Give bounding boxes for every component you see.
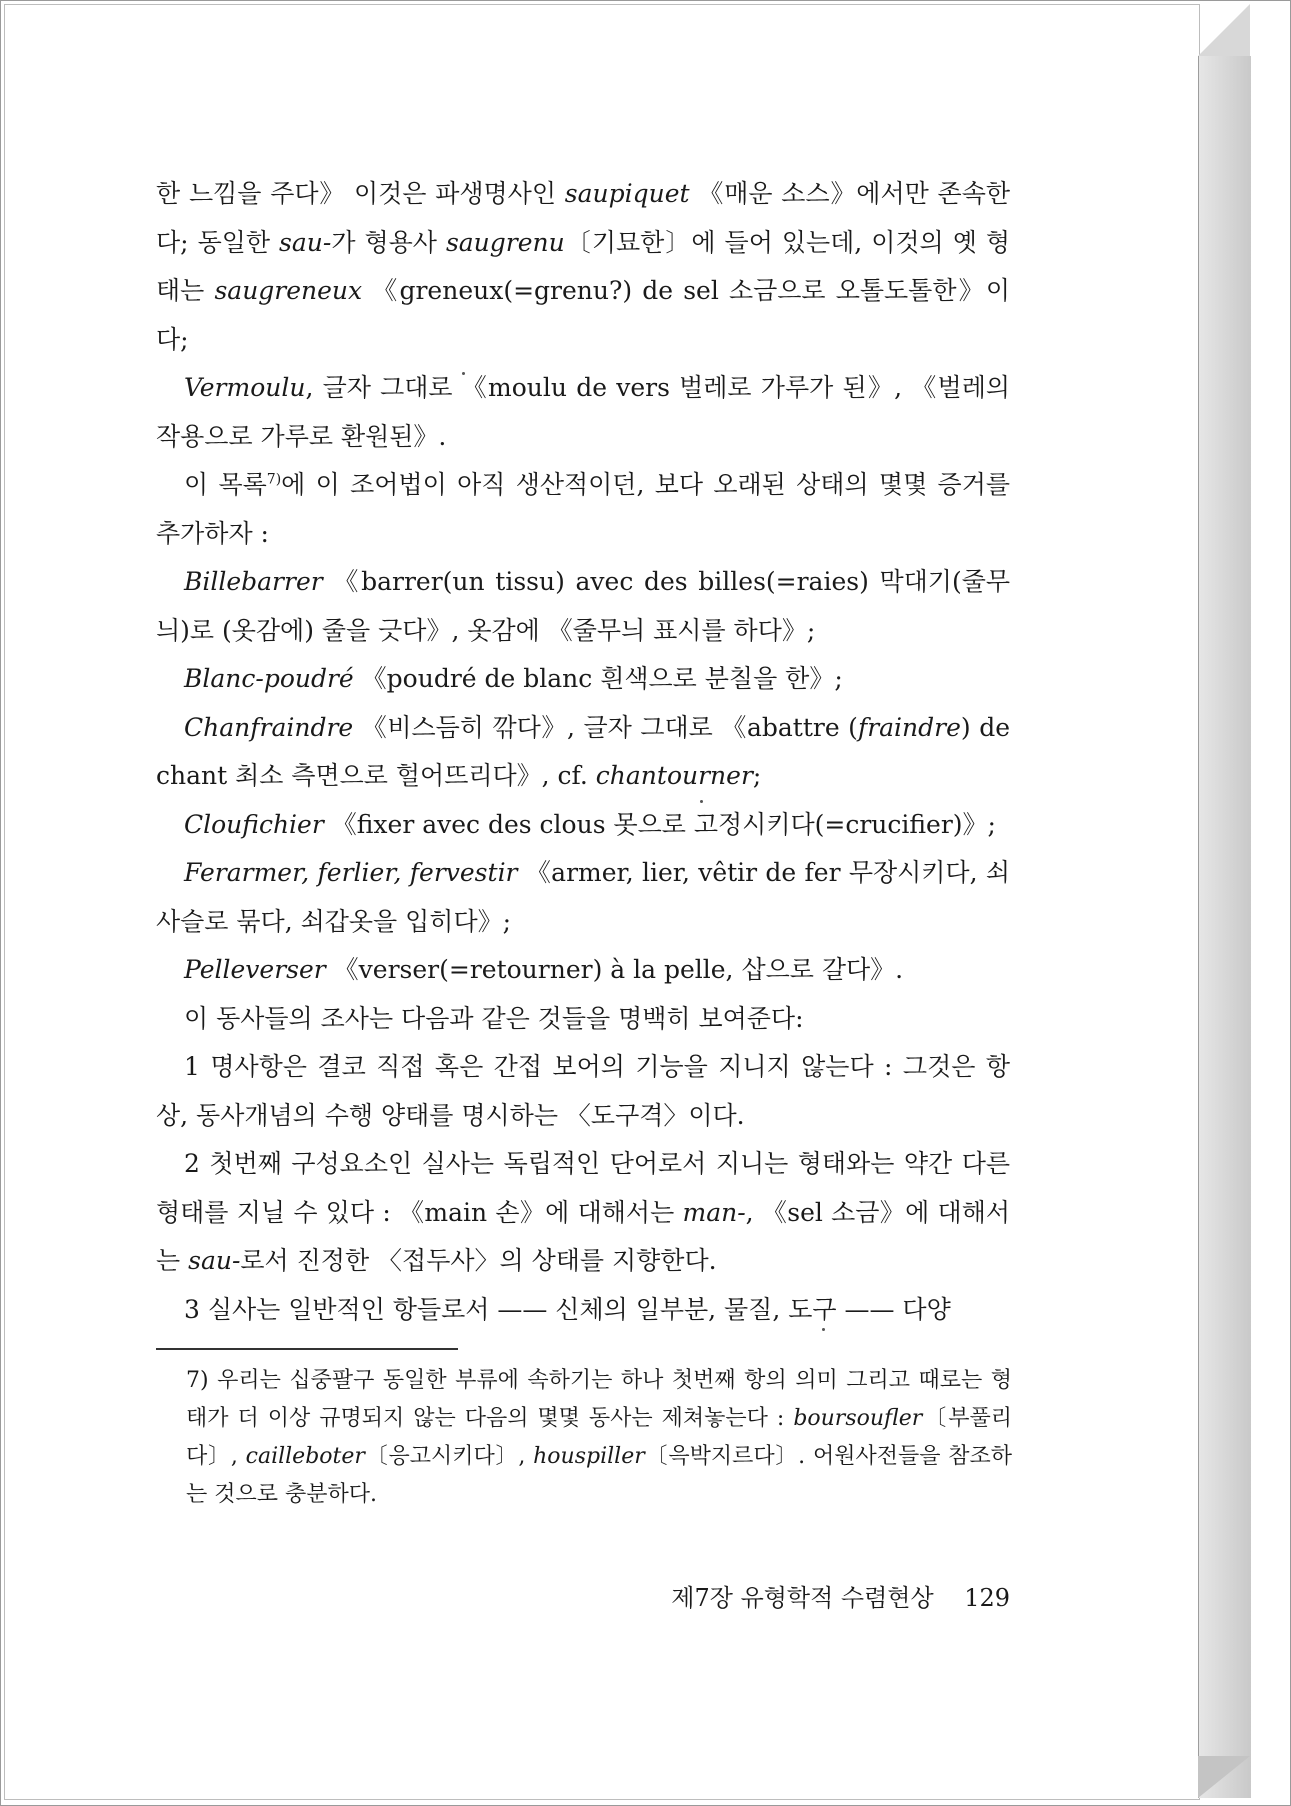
running-footer bbox=[630, 1578, 1010, 1613]
book-edge-bottom bbox=[1198, 1756, 1250, 1798]
numbered-point: 3 실사는 일반적인 항들로서 —— 신체의 일부분, 물질, 도구 —— 다양 bbox=[184, 1294, 951, 1324]
numbered-point: 2 첫번째 구성요소인 실사는 독립적인 단어로서 지니는 형태와는 약간 다른 형태를 지닐 수 있다 : 《main 손》에 대해서는 man-, 《sel 소금》에 대해서는 sau-로서 진정한 〈접두사〉의 상태를 지향한다. bbox=[156, 1149, 1010, 1275]
list-item: Pelleverser 《verser(=retourner) à la pelle, 삽으로 갈다》. bbox=[184, 955, 904, 984]
list-item: Cloufichier 《fixer avec des clous 못으로 고정시키다(=crucifier)》; bbox=[184, 809, 996, 839]
body-text bbox=[156, 170, 1010, 1334]
footnote: 7) 우리는 십중팔구 동일한 부류에 속하기는 하나 첫번째 항의 의미 그리고 때로는 형태가 더 이상 규명되지 않는 다음의 몇몇 동사는 제쳐놓는다 : boursoufler〔부풀리다〕, cailleboter〔응고시키다〕, houspiller〔윽박지르다〕. 어원사전들을 참조하는 것으로 충분하다. bbox=[186, 1368, 1012, 1507]
footnote-divider bbox=[156, 1348, 458, 1350]
paragraph: Vermoulu, 글자 그대로 《moulu de vers 벌레로 가루가 된》, 《벌레의 작용으로 가루로 환원된》. bbox=[156, 373, 1010, 451]
paragraph: 한 느낌을 주다》 이것은 파생명사인 saupiquet 《매운 소스》에서만 존속한다; 동일한 sau-가 형용사 saugrenu〔기묘한〕에 들어 있는데, 이것의 옛 형태는 saugreneux 《greneux(=grenu?) de sel 소금으로 오톨도톨한》이다; bbox=[156, 179, 1011, 354]
list-item: Chanfraindre 《비스듬히 깎다》, 글자 그대로 《abattre (fraindre) de chant 최소 측면으로 헐어뜨리다》, cf. chantourner; bbox=[156, 712, 1011, 790]
footnote-ref: 7) bbox=[266, 471, 282, 488]
page-number: 129 bbox=[964, 1584, 1010, 1612]
book-edge-top bbox=[1198, 4, 1250, 56]
chapter-title: 제7장 유형학적 수렴현상 bbox=[671, 1584, 934, 1612]
paragraph: 이 목록$^{7)}$에 이 조어법이 아직 생산적이던, 보다 오래된 상태의 몇몇 증거를 추가하자 : bbox=[156, 470, 1011, 548]
paragraph: 이 동사들의 조사는 다음과 같은 것들을 명백히 보여준다: bbox=[184, 1003, 804, 1033]
list-item: Billebarrer 《barrer(un tissu) avec des billes(=raies) 막대기(줄무늬)로 (옷감에) 줄을 긋다》, 옷감에 《줄무늬 표시를 하다》; bbox=[156, 567, 1010, 645]
list-item: Ferarmer, ferlier, fervestir 《armer, lier, vêtir de fer 무장시키다, 쇠사슬로 묶다, 쇠갑옷을 입히다》; bbox=[156, 858, 1010, 936]
list-item: Blanc-poudré 《poudré de blanc 흰색으로 분칠을 한》; bbox=[184, 664, 843, 693]
numbered-point: 1 명사항은 결코 직접 혹은 간접 보어의 기능을 지니지 않는다 : 그것은 항상, 동사개념의 수행 양태를 명시하는 〈도구격〉이다. bbox=[156, 1052, 1010, 1130]
book-edge bbox=[1198, 56, 1251, 1798]
